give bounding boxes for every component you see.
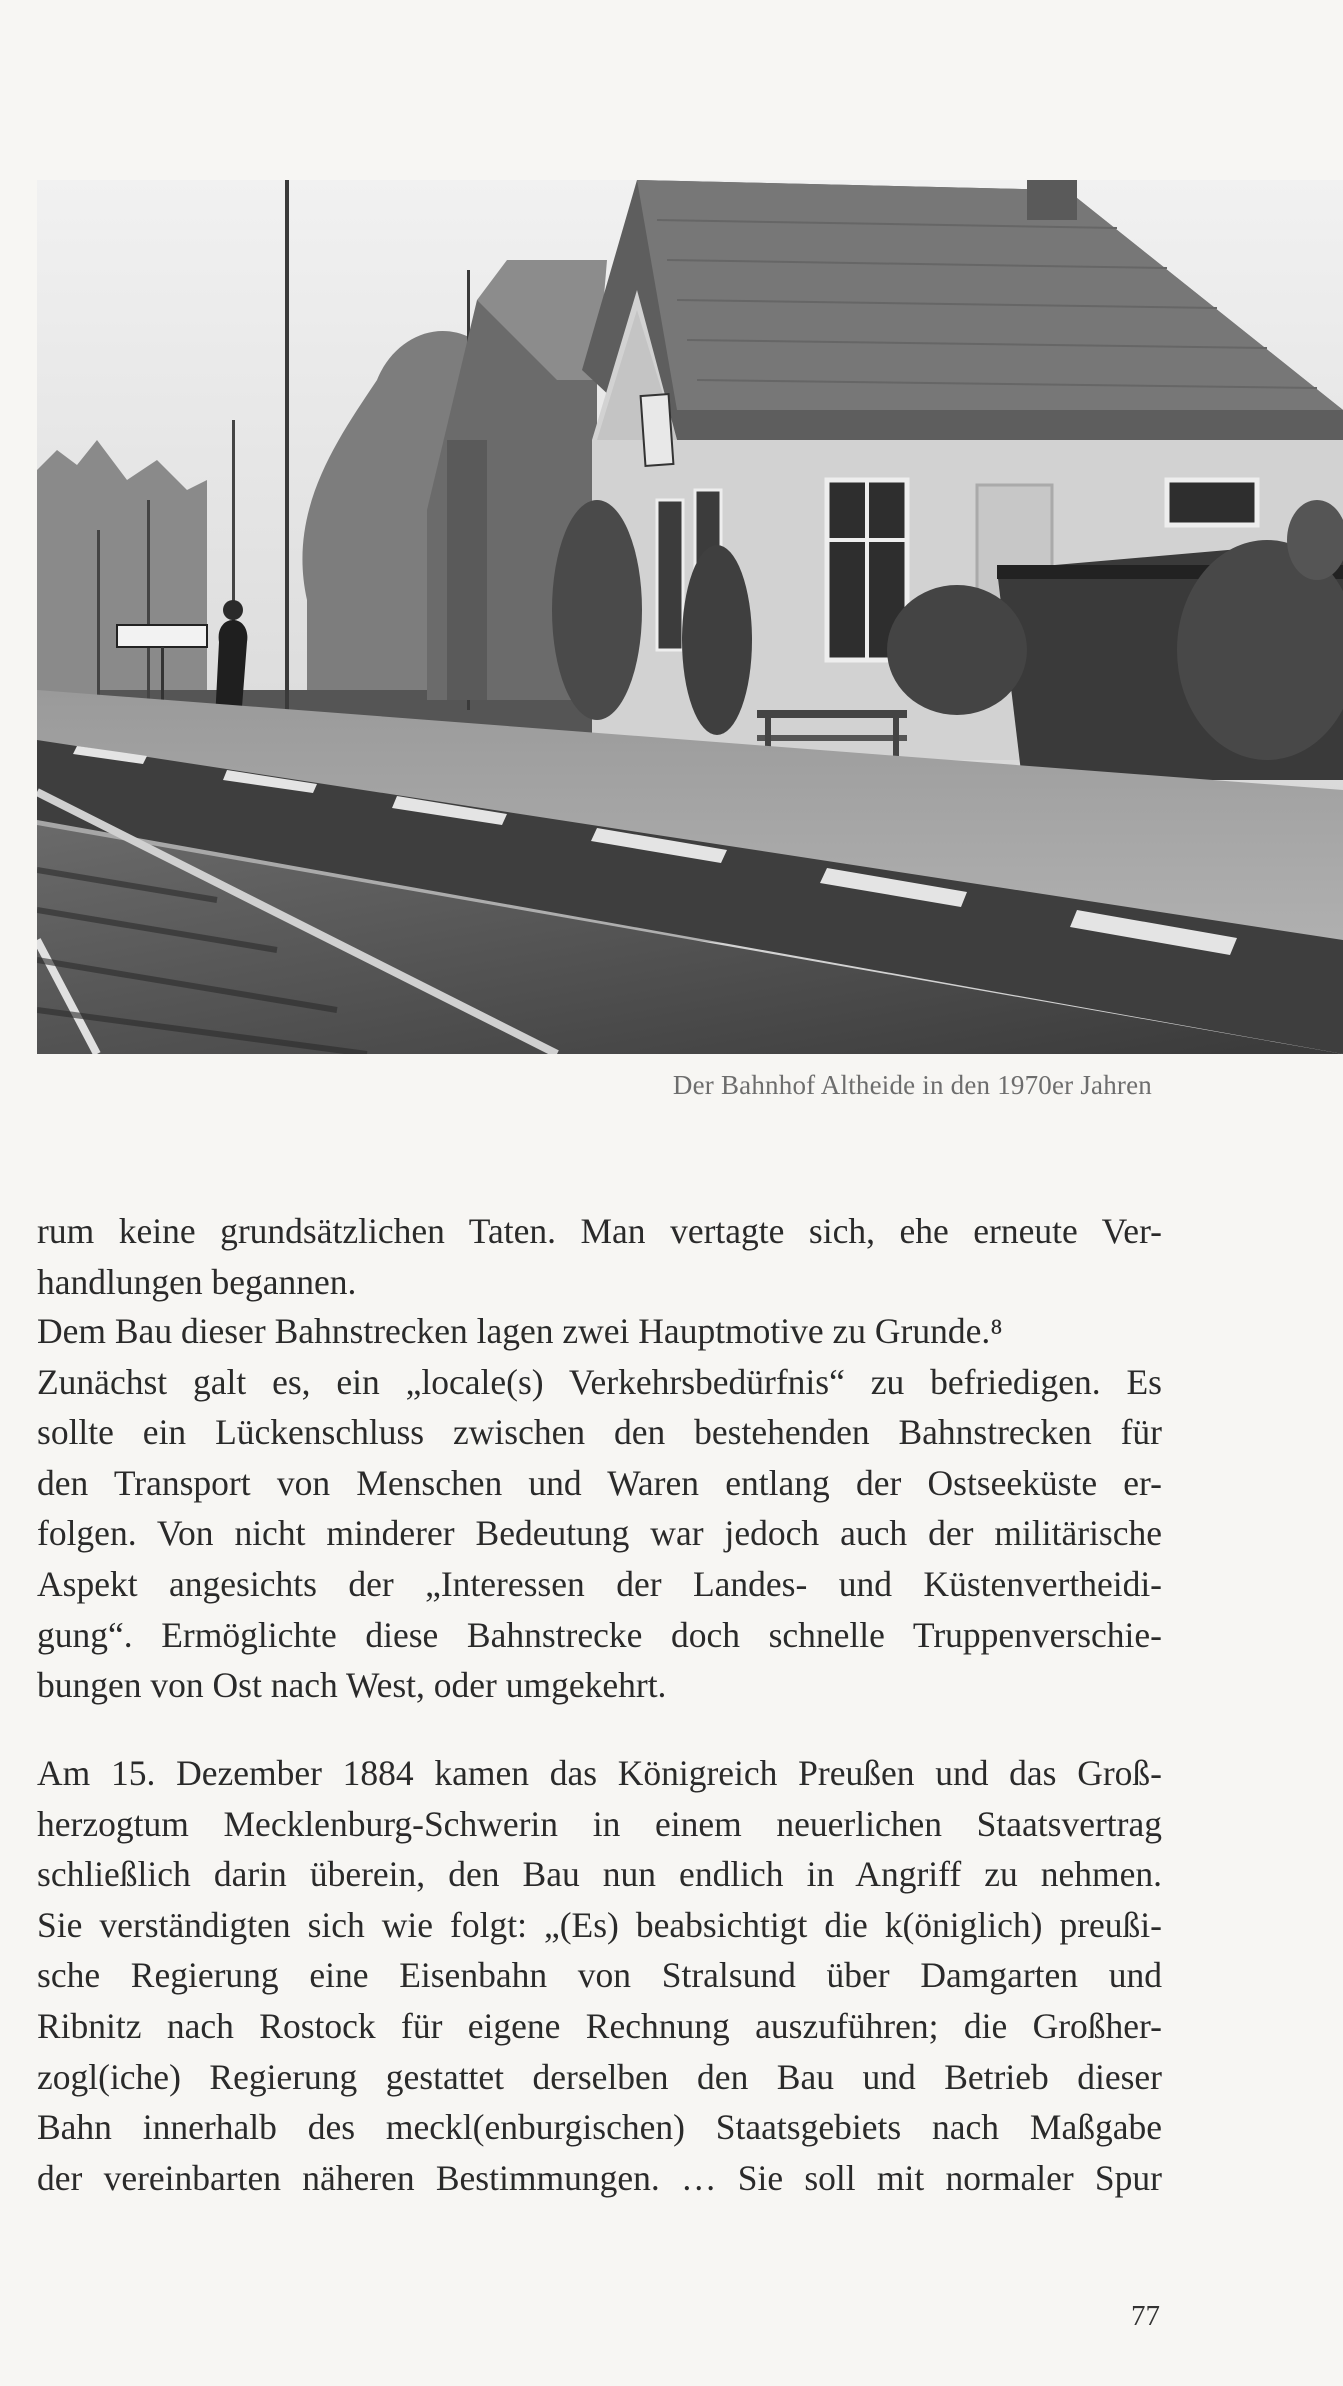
text-line: handlungen begannen. bbox=[37, 1261, 357, 1302]
station-photo bbox=[37, 180, 1343, 1054]
text-line: Dem Bau dieser Bahnstrecken lagen zwei Hauptmotive zu Grunde.⁸ bbox=[37, 1311, 1003, 1351]
text-line: gung“. Ermöglichte diese Bahnstrecke doch schnelle Truppenverschie- bbox=[37, 1614, 1162, 1655]
paragraph-1 bbox=[37, 1206, 1162, 1307]
railway-station-photo-icon bbox=[37, 180, 1343, 1054]
text-line: zogl(iche) Regierung gestattet derselben den Bau und Betrieb dieser bbox=[37, 2056, 1162, 2097]
text-line: folgen. Von nicht minderer Bedeutung war jedoch auch der militärische bbox=[37, 1513, 1162, 1554]
text-line: Ribnitz nach Rostock für eigene Rechnung auszuführen; die Großher- bbox=[37, 2005, 1162, 2046]
paragraph-3 bbox=[37, 1748, 1162, 2203]
text-line: bungen von Ost nach West, oder umgekehrt. bbox=[37, 1665, 667, 1706]
text-line: Aspekt angesichts der „Interessen der Landes- und Küstenvertheidi- bbox=[37, 1563, 1162, 1604]
text-line: Sie verständigten sich wie folgt: „(Es) beabsichtigt die k(öniglich) preußi- bbox=[37, 1904, 1162, 1945]
text-line: schließlich darin überein, den Bau nun endlich in Angriff zu nehmen. bbox=[37, 1854, 1162, 1895]
text-line: der vereinbarten näheren Bestimmungen. … Sie soll mit normaler Spur bbox=[37, 2157, 1162, 2198]
text-line: Zunächst galt es, ein „locale(s) Verkehrsbedürfnis“ zu befriedigen. Es bbox=[37, 1361, 1162, 1402]
text-line: Bahn innerhalb des meckl(enburgischen) Staatsgebiets nach Maßgabe bbox=[37, 2107, 1162, 2148]
page-number: 77 bbox=[1131, 2300, 1160, 2332]
paragraph-2 bbox=[37, 1306, 1162, 1711]
text-line: sollte ein Lückenschluss zwischen den bestehenden Bahnstrecken für bbox=[37, 1412, 1162, 1453]
text-line: rum keine grundsätzlichen Taten. Man vertagte sich, ehe erneute Ver- bbox=[37, 1211, 1162, 1251]
photo-caption: Der Bahnhof Altheide in den 1970er Jahren bbox=[672, 1070, 1152, 1100]
text-line: herzogtum Mecklenburg-Schwerin in einem neuerlichen Staatsvertrag bbox=[37, 1803, 1162, 1844]
text-line: Am 15. Dezember 1884 kamen das Königreich Preußen und das Groß- bbox=[37, 1753, 1162, 1793]
text-line: sche Regierung eine Eisenbahn von Stralsund über Damgarten und bbox=[37, 1955, 1162, 1996]
text-line: den Transport von Menschen und Waren entlang der Ostseeküste er- bbox=[37, 1462, 1162, 1503]
